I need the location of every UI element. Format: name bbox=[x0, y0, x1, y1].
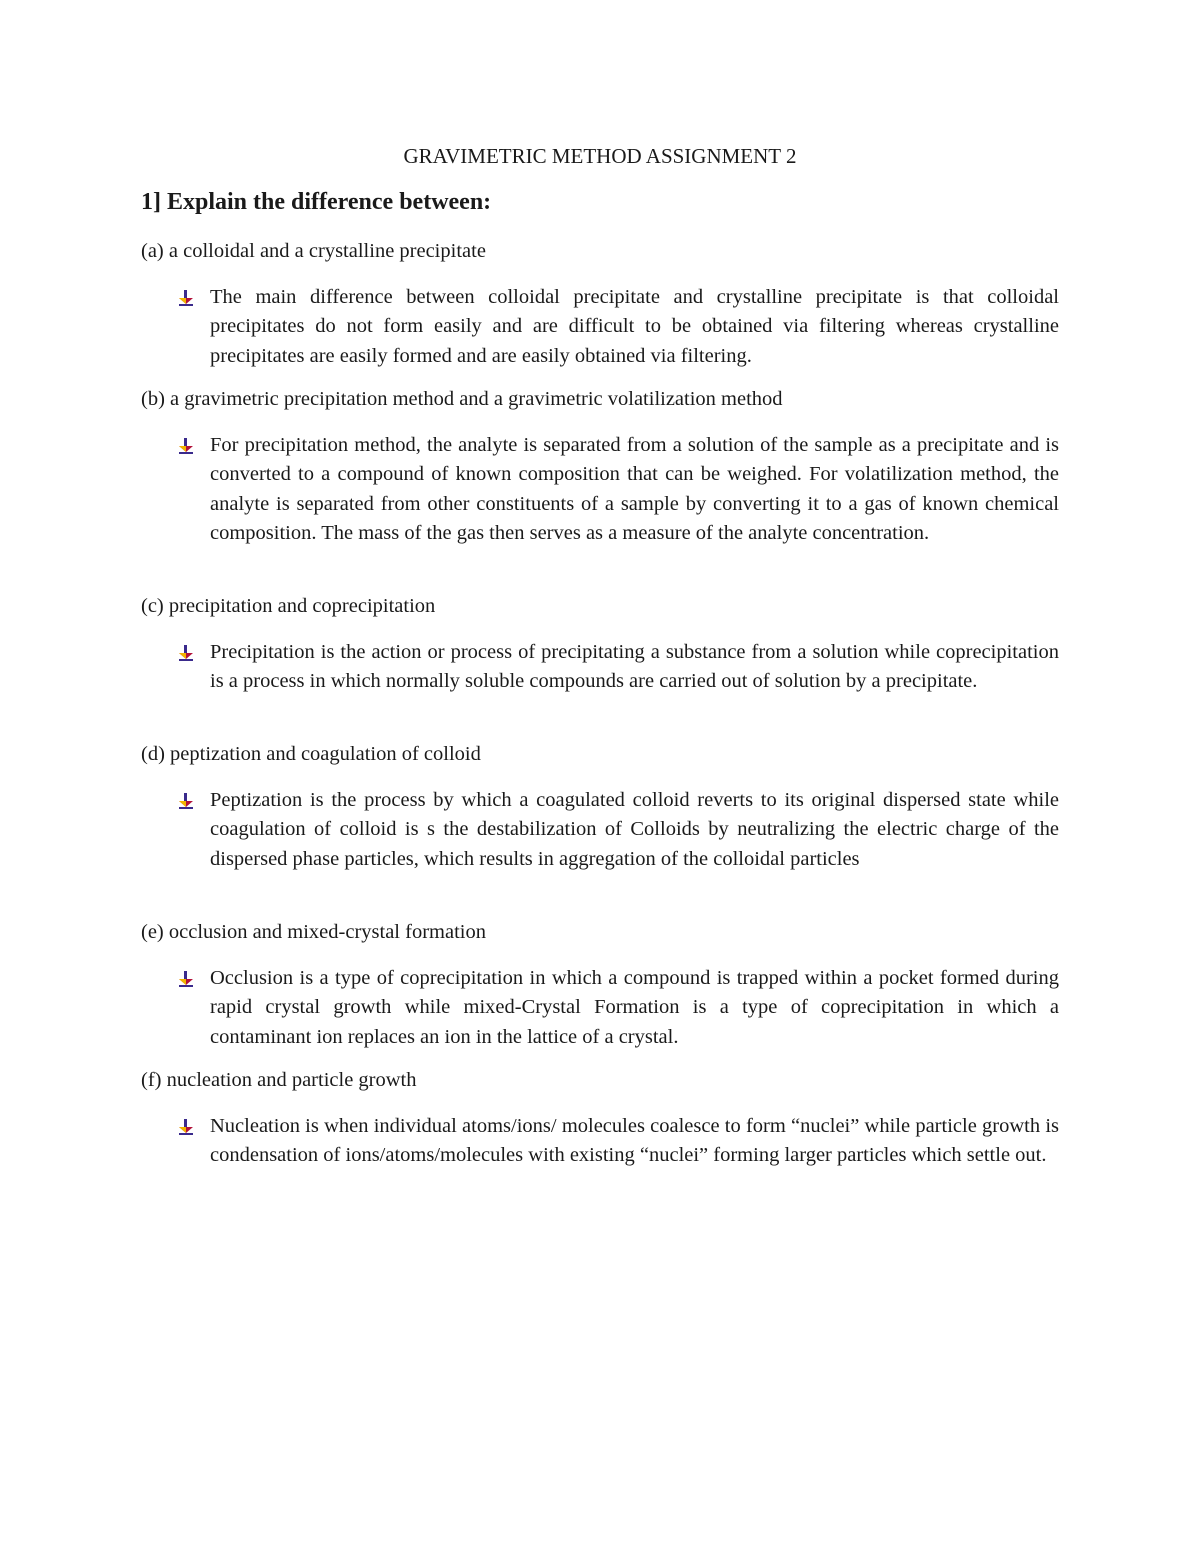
item-label: (a) a colloidal and a crystalline precipitate bbox=[141, 240, 486, 262]
down-arrow-bullet-icon bbox=[178, 1119, 194, 1135]
item-d bbox=[141, 740, 1061, 874]
answer-bullet bbox=[210, 638, 1059, 697]
down-arrow-bullet-icon bbox=[178, 290, 194, 306]
item-label: (f) nucleation and particle growth bbox=[141, 1069, 417, 1091]
answer-text: Precipitation is the action or process of precipitating a substance from a solution while coprecipitation is a process in which normally soluble compounds are carried out of solution by a precipitate. bbox=[210, 640, 1059, 692]
item-label: (c) precipitation and coprecipitation bbox=[141, 595, 436, 617]
answer-bullet bbox=[210, 1112, 1059, 1171]
answer-bullet bbox=[210, 964, 1059, 1053]
item-e bbox=[141, 918, 1061, 1052]
item-label: (b) a gravimetric precipitation method and a gravimetric volatilization method bbox=[141, 388, 783, 410]
answer-bullet bbox=[210, 283, 1059, 372]
down-arrow-bullet-icon bbox=[178, 971, 194, 987]
item-label: (d) peptization and coagulation of colloid bbox=[141, 743, 481, 765]
answer-bullet bbox=[210, 786, 1059, 875]
answer-text: The main difference between colloidal precipitate and crystalline precipitate is that colloidal precipitates do not form easily and are difficult to be obtained via filtering whereas crystalline precipitates are easily formed and are easily obtained via filtering. bbox=[210, 285, 1059, 367]
item-label: (e) occlusion and mixed-crystal formation bbox=[141, 921, 486, 943]
down-arrow-bullet-icon bbox=[178, 645, 194, 661]
question-heading: 1] Explain the difference between: bbox=[141, 189, 492, 215]
answer-bullet bbox=[210, 431, 1059, 549]
item-a bbox=[141, 237, 1061, 371]
document-title: GRAVIMETRIC METHOD ASSIGNMENT 2 bbox=[403, 144, 797, 168]
answer-text: Occlusion is a type of coprecipitation in which a compound is trapped within a pocket formed during rapid crystal growth while mixed-Crystal Formation is a type of coprecipitation in which a contaminant ion replaces an ion in the lattice of a crystal. bbox=[210, 966, 1059, 1048]
item-b bbox=[141, 385, 1061, 549]
item-c bbox=[141, 592, 1061, 697]
answer-text: Nucleation is when individual atoms/ions/ molecules coalesce to form “nuclei” while particle growth is condensation of ions/atoms/molecules with existing “nuclei” forming larger particles which settle out. bbox=[210, 1114, 1059, 1166]
item-f bbox=[141, 1066, 1061, 1171]
down-arrow-bullet-icon bbox=[178, 438, 194, 454]
answer-text: Peptization is the process by which a coagulated colloid reverts to its original dispersed state while coagulation of colloid is s the destabilization of Colloids by neutralizing the electric charge of the dispersed phase particles, which results in aggregation of the colloidal particles bbox=[210, 788, 1059, 870]
answer-text: For precipitation method, the analyte is separated from a solution of the sample as a precipitate and is converted to a compound of known composition that can be weighed. For volatilization method, the analyte is separated from other constituents of a sample by converting it to a gas of known chemical composition. The mass of the gas then serves as a measure of the analyte concentration. bbox=[210, 433, 1059, 544]
down-arrow-bullet-icon bbox=[178, 793, 194, 809]
